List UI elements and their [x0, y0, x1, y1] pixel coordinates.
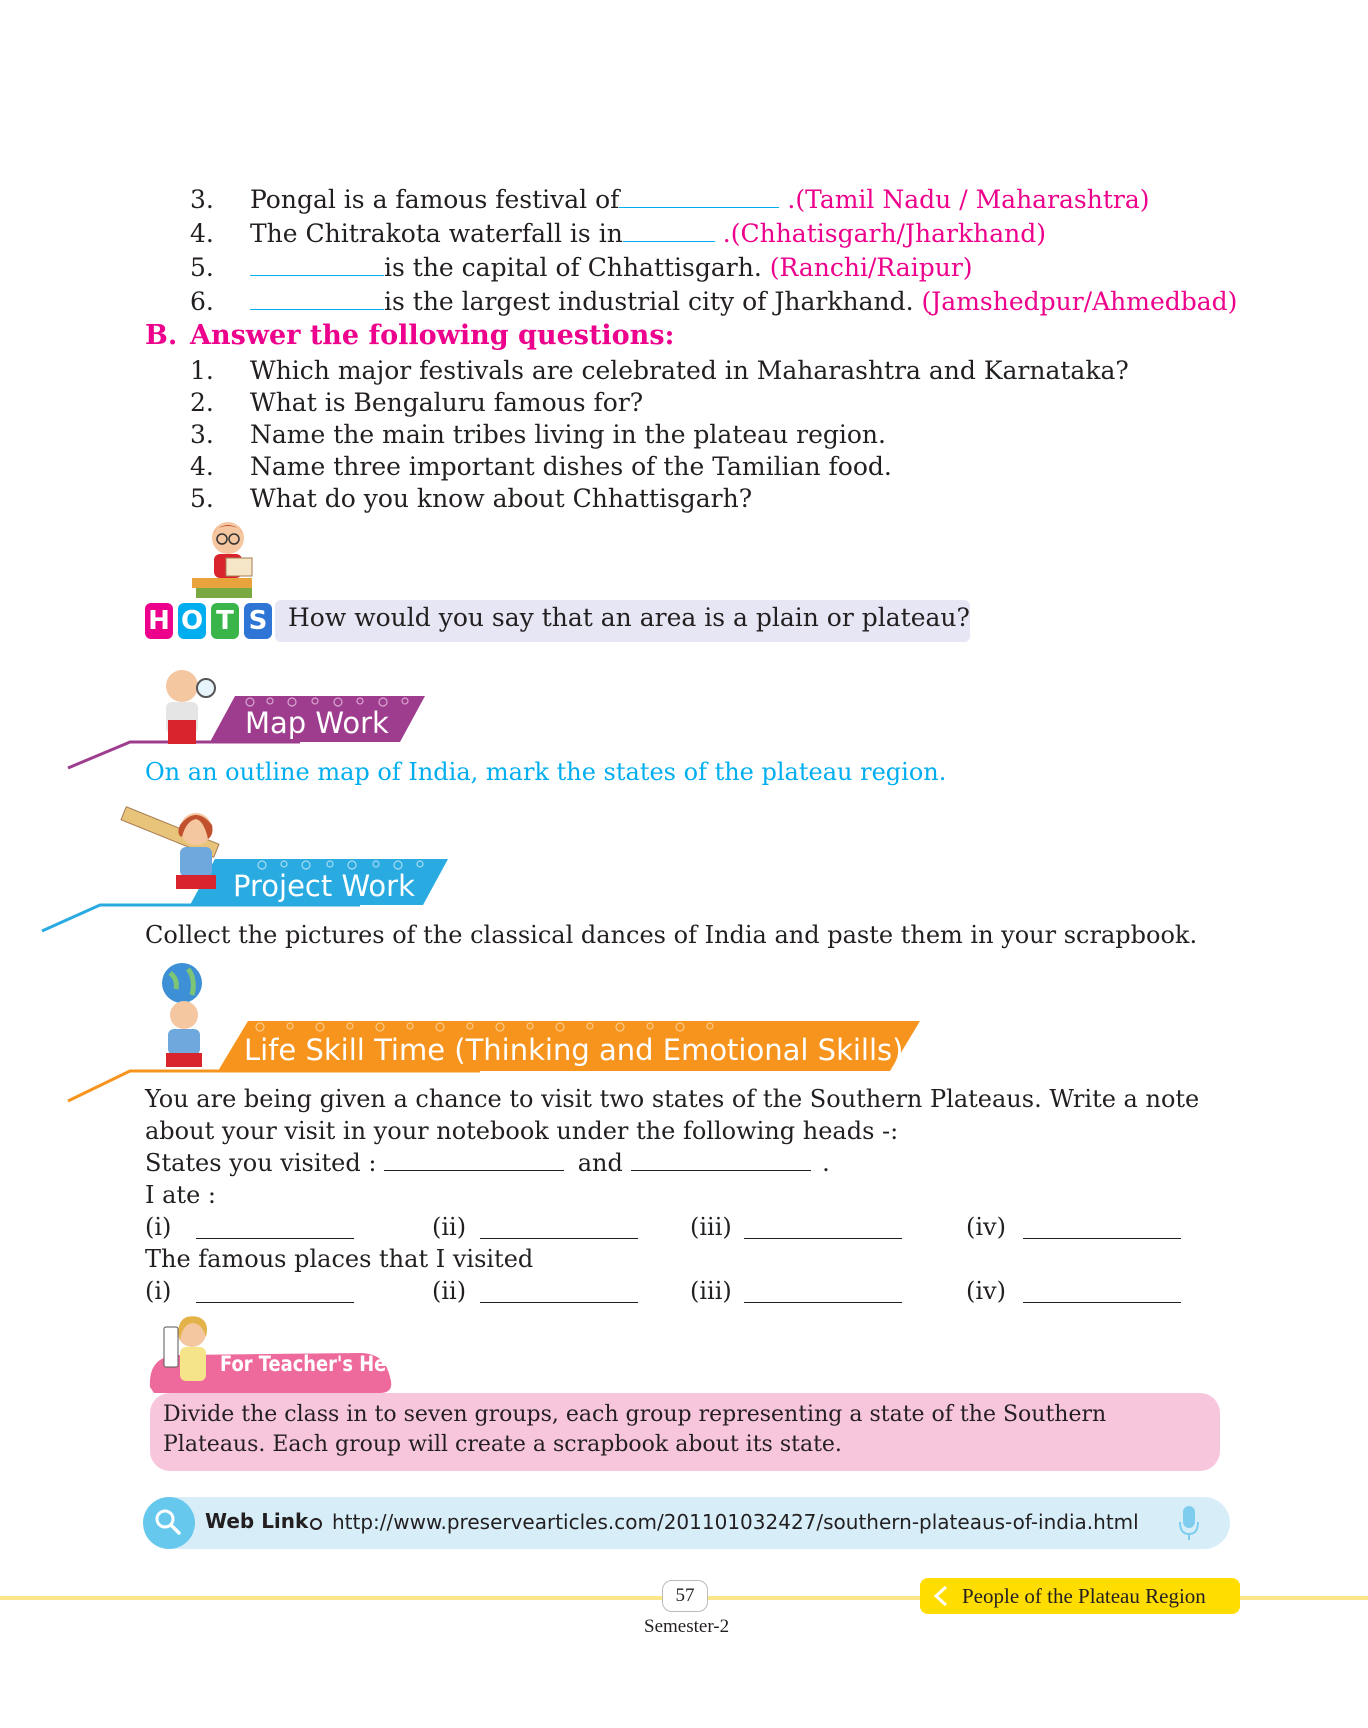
ate-blank-4[interactable]	[1023, 1218, 1181, 1239]
item-text: The Chitrakota waterfall is in	[250, 219, 623, 248]
microphone-icon[interactable]	[1178, 1504, 1200, 1542]
boy-reading-illustration	[188, 520, 268, 602]
answer-blank[interactable]	[250, 255, 384, 276]
question-text: What do you know about Chhattisgarh?	[250, 484, 753, 513]
item-number: 4.	[190, 219, 214, 248]
question-item	[190, 388, 643, 417]
question-item	[190, 452, 892, 481]
place-roman-i: (i)	[145, 1277, 172, 1305]
question-number: 5.	[190, 484, 214, 513]
item-text: is the capital of Chhattisgarh.	[384, 253, 762, 282]
life-skill-intro-line1: You are being given a chance to visit two states of the Southern Plateaus. Write a note	[145, 1085, 1200, 1113]
ate-label: I ate :	[145, 1181, 216, 1209]
ate-roman-iv: (iv)	[966, 1213, 1006, 1241]
fill-blank-item	[190, 219, 1046, 248]
web-link-url[interactable]: http://www.preservearticles.com/201101032427/southern-plateaus-of-india.html	[332, 1510, 1139, 1534]
place-blank-4[interactable]	[1023, 1282, 1181, 1303]
question-text: Which major festivals are celebrated in Maharashtra and Karnataka?	[250, 356, 1129, 385]
ate-roman-ii: (ii)	[432, 1213, 467, 1241]
question-text: What is Bengaluru famous for?	[250, 388, 644, 417]
question-item	[190, 484, 752, 513]
map-work-text: On an outline map of India, mark the states of the plateau region.	[145, 758, 947, 786]
semester-label: Semester-2	[644, 1616, 730, 1637]
question-item	[190, 420, 886, 449]
question-number: 4.	[190, 452, 214, 481]
period: .	[822, 1149, 830, 1177]
item-text: is the largest industrial city of Jharkhand.	[384, 287, 914, 316]
page-number: 57	[662, 1580, 708, 1612]
answer-blank[interactable]	[619, 187, 779, 208]
life-skill-title: Life Skill Time (Thinking and Emotional Skills)	[244, 1033, 904, 1067]
question-text: Name three important dishes of the Tamilian food.	[250, 452, 892, 481]
item-period: .	[722, 219, 731, 248]
question-item	[190, 356, 1129, 385]
answer-options: (Chhatisgarh/Jharkhand)	[730, 219, 1046, 248]
chevron-left-icon	[930, 1584, 952, 1608]
place-blank-2[interactable]	[480, 1282, 638, 1303]
place-blank-3[interactable]	[744, 1282, 902, 1303]
search-icon	[143, 1497, 195, 1549]
item-period: .	[787, 185, 796, 214]
place-roman-ii: (ii)	[432, 1277, 467, 1305]
question-number: 3.	[190, 420, 214, 449]
ate-roman-iii: (iii)	[690, 1213, 732, 1241]
project-work-title: Project Work	[233, 869, 415, 903]
ate-blank-1[interactable]	[196, 1218, 354, 1239]
item-number: 3.	[190, 185, 214, 214]
ate-blank-2[interactable]	[480, 1218, 638, 1239]
question-number: 1.	[190, 356, 214, 385]
section-title: Answer the following questions:	[190, 320, 675, 351]
life-skill-banner	[0, 955, 930, 1105]
question-number: 2.	[190, 388, 214, 417]
states-visited-line	[145, 1149, 830, 1177]
item-text: Pongal is a famous festival of	[250, 185, 620, 214]
states-label: States you visited :	[145, 1149, 377, 1177]
section-letter: B.	[145, 320, 178, 351]
state-blank-2[interactable]	[631, 1150, 811, 1171]
place-blank-1[interactable]	[196, 1282, 354, 1303]
state-blank-1[interactable]	[384, 1150, 564, 1171]
search-button[interactable]	[143, 1497, 195, 1549]
ate-roman-i: (i)	[145, 1213, 172, 1241]
hots-letter-t: T	[211, 603, 239, 639]
fill-blank-item	[190, 287, 1237, 316]
answer-options: (Ranchi/Raipur)	[769, 253, 973, 282]
section-b-heading	[145, 320, 674, 351]
web-link-label: Web Link	[205, 1509, 309, 1533]
hots-letter-s: S	[244, 603, 272, 639]
place-roman-iii: (iii)	[690, 1277, 732, 1305]
answer-blank[interactable]	[623, 221, 715, 242]
chapter-title: People of the Plateau Region	[962, 1584, 1206, 1608]
place-roman-iv: (iv)	[966, 1277, 1006, 1305]
fill-blank-item	[190, 253, 973, 282]
question-text: Name the main tribes living in the plateau region.	[250, 420, 886, 449]
hots-letter-h: H	[145, 603, 173, 639]
hots-letter-o: O	[178, 603, 206, 639]
teacher-help-text: Divide the class in to seven groups, each group representing a state of the Southern Plateaus. Each group will create a scrapbook about its state.	[163, 1402, 1107, 1457]
answer-options: (Tamil Nadu / Maharashtra)	[795, 185, 1150, 214]
and-label: and	[577, 1149, 623, 1177]
fill-blank-item	[190, 185, 1150, 214]
ate-blank-3[interactable]	[744, 1218, 902, 1239]
hots-question: How would you say that an area is a plain or plateau?	[288, 603, 970, 632]
item-number: 5.	[190, 253, 214, 282]
teacher-help-title: For Teacher's Help	[220, 1352, 406, 1376]
map-work-title: Map Work	[245, 706, 389, 740]
answer-blank[interactable]	[250, 289, 384, 310]
project-work-text: Collect the pictures of the classical dances of India and paste them in your scrapbook.	[145, 921, 1198, 949]
bullet-circle-icon	[308, 1516, 324, 1532]
life-skill-intro-line2: about your visit in your notebook under the following heads -:	[145, 1117, 899, 1145]
item-number: 6.	[190, 287, 214, 316]
places-label: The famous places that I visited	[145, 1245, 534, 1273]
answer-options: (Jamshedpur/Ahmedbad)	[921, 287, 1238, 316]
